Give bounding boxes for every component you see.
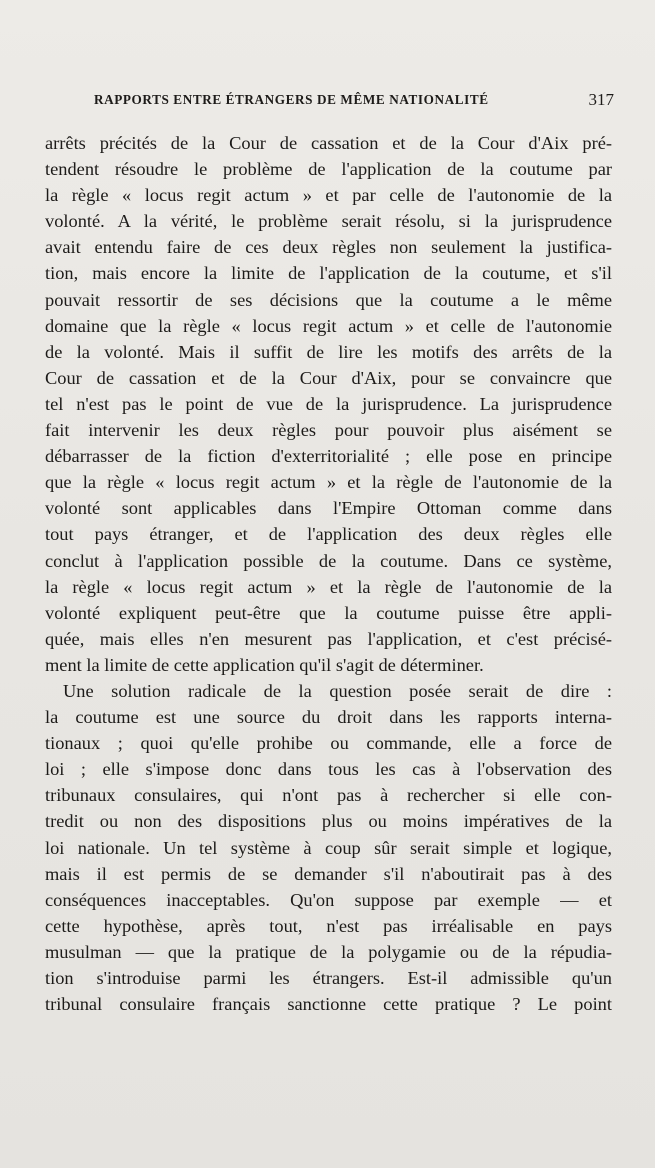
text-line: tribunaux consulaires, qui n'ont pas à rechercher si elle con- xyxy=(45,785,612,806)
text-line: tionaux ; quoi qu'elle prohibe ou commande, elle a force de xyxy=(45,733,612,754)
page-number: 317 xyxy=(588,90,614,109)
text-line: volonté expliquent peut-être que la coutume puisse être appli- xyxy=(45,602,612,623)
text-line: tel n'est pas le point de vue de la jurisprudence. La jurisprudence xyxy=(45,393,612,414)
text-line: tion s'introduise parmi les étrangers. Est-il admissible qu'un xyxy=(45,968,612,988)
text-line: tendent résoudre le problème de l'application de la coutume par xyxy=(45,159,612,180)
running-head: RAPPORTS ENTRE ÉTRANGERS DE MÊME NATIONALITÉ xyxy=(94,92,489,107)
text-line: tribunal consulaire français sanctionne cette pratique ? Le point xyxy=(45,994,612,1015)
text-line: avait entendu faire de ces deux règles non seulement la justifica- xyxy=(45,237,612,258)
text-line: la règle « locus regit actum » et par celle de l'autonomie de la xyxy=(45,185,612,206)
text-line: la coutume est une source du droit dans les rapports interna- xyxy=(45,707,612,728)
text-line: la règle « locus regit actum » et la règle de l'autonomie de la xyxy=(45,576,612,597)
text-line: loi nationale. Un tel système à coup sûr serait simple et logique, xyxy=(45,837,612,858)
text-line: loi ; elle s'impose donc dans tous les cas à l'observation des xyxy=(45,759,612,780)
text-line: conséquences inacceptables. Qu'on suppose par exemple — et xyxy=(45,889,612,910)
text-line: que la règle « locus regit actum » et la règle de l'autonomie de la xyxy=(45,472,612,493)
text-line: Cour de cassation et de la Cour d'Aix, pour se convaincre que xyxy=(45,367,612,388)
text-line: cette hypothèse, après tout, n'est pas irréalisable en pays xyxy=(45,915,612,936)
page-header xyxy=(94,92,614,116)
text-line: mais il est permis de se demander s'il n'aboutirait pas à des xyxy=(45,863,612,884)
text-line: volonté. A la vérité, le problème serait résolu, si la jurisprudence xyxy=(45,211,612,232)
text-line: débarrasser de la fiction d'exterritorialité ; elle pose en principe xyxy=(45,446,612,467)
body-text xyxy=(45,130,612,1017)
text-line: arrêts précités de la Cour de cassation et de la Cour d'Aix pré- xyxy=(45,133,612,153)
text-line: conclut à l'application possible de la coutume. Dans ce système, xyxy=(45,550,612,571)
text-line: pouvait ressortir de ses décisions que la coutume a le même xyxy=(45,289,612,310)
text-line: tredit ou non des dispositions plus ou moins impératives de la xyxy=(45,811,612,832)
text-line: tion, mais encore la limite de l'application de la coutume, et s'il xyxy=(45,263,612,284)
text-line: volonté sont applicables dans l'Empire Ottoman comme dans xyxy=(45,498,612,519)
text-line: tout pays étranger, et de l'application des deux règles elle xyxy=(45,524,612,545)
text-line: quée, mais elles n'en mesurent pas l'application, et c'est précisé- xyxy=(45,628,612,649)
text-line: musulman — que la pratique de la polygamie ou de la répudia- xyxy=(45,941,612,962)
paragraph-end-line: ment la limite de cette application qu'il s'agit de déterminer. xyxy=(45,654,484,675)
text-line: domaine que la règle « locus regit actum » et celle de l'autonomie xyxy=(45,315,612,336)
text-line: de la volonté. Mais il suffit de lire les motifs des arrêts de la xyxy=(45,341,612,362)
paragraph-start-line: Une solution radicale de la question posée serait de dire : xyxy=(63,680,612,701)
text-line: fait intervenir les deux règles pour pouvoir plus aisément se xyxy=(45,420,612,441)
